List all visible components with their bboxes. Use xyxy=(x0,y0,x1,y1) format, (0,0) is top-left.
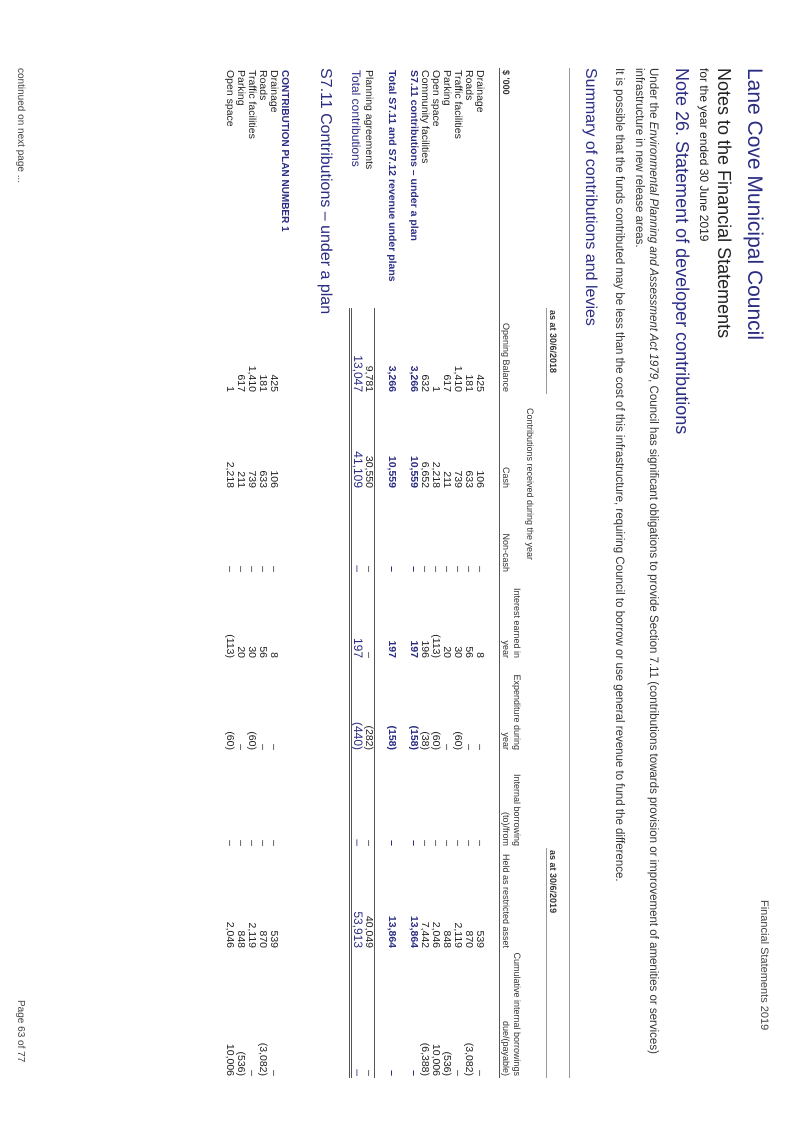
row-value: – xyxy=(268,840,281,847)
row-value: 617 xyxy=(235,374,248,392)
row-value: 1,410 xyxy=(452,365,465,392)
row-value: 197 xyxy=(351,574,364,660)
row-value: – xyxy=(257,566,270,572)
row-value: 106 xyxy=(268,470,281,488)
row-value: 56 xyxy=(257,646,270,658)
plan-row xyxy=(225,68,236,1078)
row-label: Roads xyxy=(463,70,476,101)
row-value: 870 xyxy=(463,930,476,949)
row-value: 633 xyxy=(257,470,270,488)
row-value: 196 xyxy=(419,640,432,658)
row-value: 106 xyxy=(474,470,487,488)
row-value: (3,082) xyxy=(463,1042,476,1077)
row-value: 539 xyxy=(474,930,487,949)
table-row xyxy=(453,68,464,1078)
row-value: – xyxy=(408,1070,421,1077)
row-value: – xyxy=(408,840,421,847)
row-value: – xyxy=(363,490,375,574)
row-value: – xyxy=(441,840,454,847)
row-value: 211 xyxy=(441,471,454,488)
intro-text: , Council has significant obligations to provide Section 7.11 (contributions towards provision or improvement of amenities or services) infrastructure in new release areas. xyxy=(633,68,659,1054)
row-label: Total S7.11 and S7.12 revenue under plans xyxy=(386,70,399,282)
table-row xyxy=(420,68,431,1078)
total-contributions-row xyxy=(351,68,364,1078)
summary-table xyxy=(225,68,559,1078)
unit-label: $ '000 xyxy=(500,68,523,308)
row-label: Open space xyxy=(430,70,443,127)
table-row xyxy=(442,68,453,1078)
row-value: – xyxy=(235,566,248,572)
act-name: Environmental Planning and Assessment Act 1979 xyxy=(647,121,659,380)
row-value: 2,119 xyxy=(246,922,259,949)
row-value: (158) xyxy=(408,725,421,750)
row-value: – xyxy=(246,840,259,847)
row-value: (60) xyxy=(246,731,259,750)
row-value: 30 xyxy=(452,646,465,658)
row-value: 2,119 xyxy=(452,922,465,949)
row-value: 2,218 xyxy=(224,461,237,488)
row-value: 40,049 xyxy=(363,848,375,950)
row-label: Open space xyxy=(224,70,237,127)
row-value: 20 xyxy=(235,646,248,658)
row-value: 30 xyxy=(246,646,259,658)
row-value: – xyxy=(463,566,476,572)
row-value: 41,109 xyxy=(351,394,364,490)
row-value: 10,006 xyxy=(430,1043,443,1077)
row-value: (113) xyxy=(430,634,443,658)
row-value: – xyxy=(246,566,259,572)
row-value: 870 xyxy=(257,930,270,949)
row-value: – xyxy=(463,840,476,847)
row-value: 739 xyxy=(246,470,259,488)
row-value: – xyxy=(474,566,487,572)
row-value: – xyxy=(441,744,454,750)
row-value: – xyxy=(363,752,375,848)
row-value: 10,559 xyxy=(408,455,421,488)
row-label: Planning agreements xyxy=(363,70,375,170)
row-value: (6,388) xyxy=(419,1042,432,1077)
row-value: 10,006 xyxy=(224,1043,237,1077)
row-value: – xyxy=(224,566,237,572)
row-value: (158) xyxy=(386,725,399,750)
col-non-cash: Non-cash xyxy=(500,490,523,574)
row-value: 2,046 xyxy=(430,921,443,949)
row-value: 6,652 xyxy=(419,461,432,488)
row-value: 211 xyxy=(235,471,248,488)
row-value: 632 xyxy=(419,374,432,392)
col-internal-borrowing: Internal borrowing (to)/from xyxy=(500,752,523,848)
col-opening-balance: Opening Balance xyxy=(500,308,523,394)
row-value: – xyxy=(452,566,465,572)
row-value: – xyxy=(474,744,487,750)
row-value: – xyxy=(268,566,281,572)
row-label: Drainage xyxy=(474,70,487,113)
row-value: 739 xyxy=(452,470,465,488)
row-value: – xyxy=(441,566,454,572)
document-title: Financial Statements 2019 xyxy=(758,900,770,1031)
row-value: (38) xyxy=(419,731,432,750)
row-label: Parking xyxy=(441,70,454,106)
row-value: 1 xyxy=(430,386,443,392)
row-value: 181 xyxy=(257,374,270,392)
row-value: – xyxy=(363,950,375,1078)
col-cumulative-borrowings: Cumulative internal borrowings due/(payable) xyxy=(500,950,523,1078)
row-value: (282) xyxy=(363,660,375,752)
row-value: 8 xyxy=(474,652,487,658)
plan-heading-row xyxy=(280,68,291,1078)
row-value: 633 xyxy=(463,470,476,488)
council-name: Lane Cove Municipal Council xyxy=(743,68,766,340)
row-value: 539 xyxy=(268,930,281,949)
row-value: 9,781 xyxy=(363,308,375,394)
col-restricted-asset: Held as restricted asset xyxy=(500,848,523,950)
row-value: – xyxy=(386,566,399,572)
row-value: – xyxy=(419,840,432,847)
plan-row xyxy=(236,68,247,1078)
row-value: 13,047 xyxy=(351,308,364,394)
summary-section-title: Summary of contributions and levies xyxy=(582,68,599,326)
table-row xyxy=(431,68,442,1078)
notes-title: Notes to the Financial Statements xyxy=(714,68,734,339)
row-value: 20 xyxy=(441,646,454,658)
row-value: (536) xyxy=(441,1051,454,1077)
row-value: – xyxy=(235,840,248,847)
row-value: 7,442 xyxy=(419,921,432,949)
plan-row xyxy=(269,68,280,1078)
row-label: Community facilities xyxy=(419,70,432,164)
row-label: Roads xyxy=(257,70,270,101)
row-value: – xyxy=(386,840,399,847)
row-value: 1 xyxy=(224,386,237,392)
row-value: 1,410 xyxy=(246,365,259,392)
row-value: – xyxy=(268,744,281,750)
row-value: – xyxy=(224,840,237,847)
col-interest: Interest earned in year xyxy=(500,574,523,660)
row-value: 197 xyxy=(386,640,399,658)
row-value: – xyxy=(419,566,432,572)
row-value: – xyxy=(351,752,364,848)
row-value: (3,082) xyxy=(257,1042,270,1077)
period-subtitle: for the year ended 30 June 2019 xyxy=(697,68,711,242)
row-value: 2,218 xyxy=(430,461,443,488)
row-value: (536) xyxy=(235,1051,248,1077)
row-value: 2,046 xyxy=(224,921,237,949)
row-value: (440) xyxy=(351,660,364,752)
table-row xyxy=(475,68,486,1078)
row-label: Traffic facilities xyxy=(246,70,259,139)
row-value: – xyxy=(452,840,465,847)
row-value: – xyxy=(363,574,375,660)
row-value: 617 xyxy=(441,374,454,392)
total-plans-row xyxy=(387,68,398,1078)
row-label: Drainage xyxy=(268,70,281,113)
page-number: Page 63 of 77 xyxy=(15,1000,26,1063)
row-value: 3,266 xyxy=(386,365,399,392)
row-value: – xyxy=(235,744,248,750)
row-value: – xyxy=(430,566,443,572)
row-value: 425 xyxy=(474,374,487,392)
row-value: 53,913 xyxy=(351,848,364,950)
row-value: 848 xyxy=(441,930,454,949)
plan-row xyxy=(258,68,269,1078)
row-value: 8 xyxy=(268,652,281,658)
plan-section-title: S7.11 Contributions – under a plan xyxy=(317,68,334,315)
intro-paragraph-1 xyxy=(632,68,660,1078)
col-cash: Cash xyxy=(500,394,523,490)
table-row xyxy=(464,68,475,1078)
row-value: 13,864 xyxy=(386,915,399,949)
intro-paragraph-2: It is possible that the funds contributed may be less than the cost of this infrastructure, requiring Council to borrow or use general revenue to fund the difference. xyxy=(613,68,625,882)
row-value: 56 xyxy=(463,646,476,658)
row-value: (60) xyxy=(452,731,465,750)
row-value: 30,550 xyxy=(363,394,375,490)
row-value: (60) xyxy=(430,731,443,750)
row-value: – xyxy=(351,490,364,574)
row-value: – xyxy=(408,566,421,572)
section-divider xyxy=(569,68,570,1078)
row-value: – xyxy=(257,840,270,847)
row-value: – xyxy=(246,1070,259,1077)
row-value: – xyxy=(463,744,476,750)
row-value: – xyxy=(386,1070,399,1077)
row-value: (113) xyxy=(224,634,237,658)
row-value: 13,864 xyxy=(408,915,421,949)
intro-text: Under the xyxy=(647,68,659,122)
group-header-2019: as at 30/6/2019 xyxy=(547,848,559,1078)
row-value: – xyxy=(474,840,487,847)
row-value: 3,266 xyxy=(408,365,421,392)
contributions-header: Contributions received during the year xyxy=(525,407,535,561)
note-title: Note 26. Statement of developer contributions xyxy=(672,68,692,435)
group-header-2018: as at 30/6/2018 xyxy=(547,308,559,394)
row-value: – xyxy=(430,840,443,847)
continued-note: continued on next page ... xyxy=(15,68,26,184)
row-value: – xyxy=(268,1070,281,1077)
row-value: 197 xyxy=(408,640,421,658)
row-label: Parking xyxy=(235,70,248,106)
table-row xyxy=(409,68,420,1078)
row-value: – xyxy=(452,1070,465,1077)
row-value: (60) xyxy=(224,731,237,750)
row-value: 181 xyxy=(463,374,476,392)
row-value: 425 xyxy=(268,374,281,392)
row-value: 848 xyxy=(235,930,248,949)
row-label: S7.11 contributions – under a plan xyxy=(408,70,421,241)
row-value: 10,559 xyxy=(386,455,399,488)
plan-heading: CONTRIBUTION PLAN NUMBER 1 xyxy=(279,70,291,232)
row-label: Traffic facilities xyxy=(452,70,465,139)
row-value: – xyxy=(257,744,270,750)
row-label: Total contributions xyxy=(349,70,364,167)
row-value: – xyxy=(351,950,364,1078)
plan-row xyxy=(247,68,258,1078)
row-value: – xyxy=(474,1070,487,1077)
col-expenditure: Expenditure during year xyxy=(500,660,523,752)
